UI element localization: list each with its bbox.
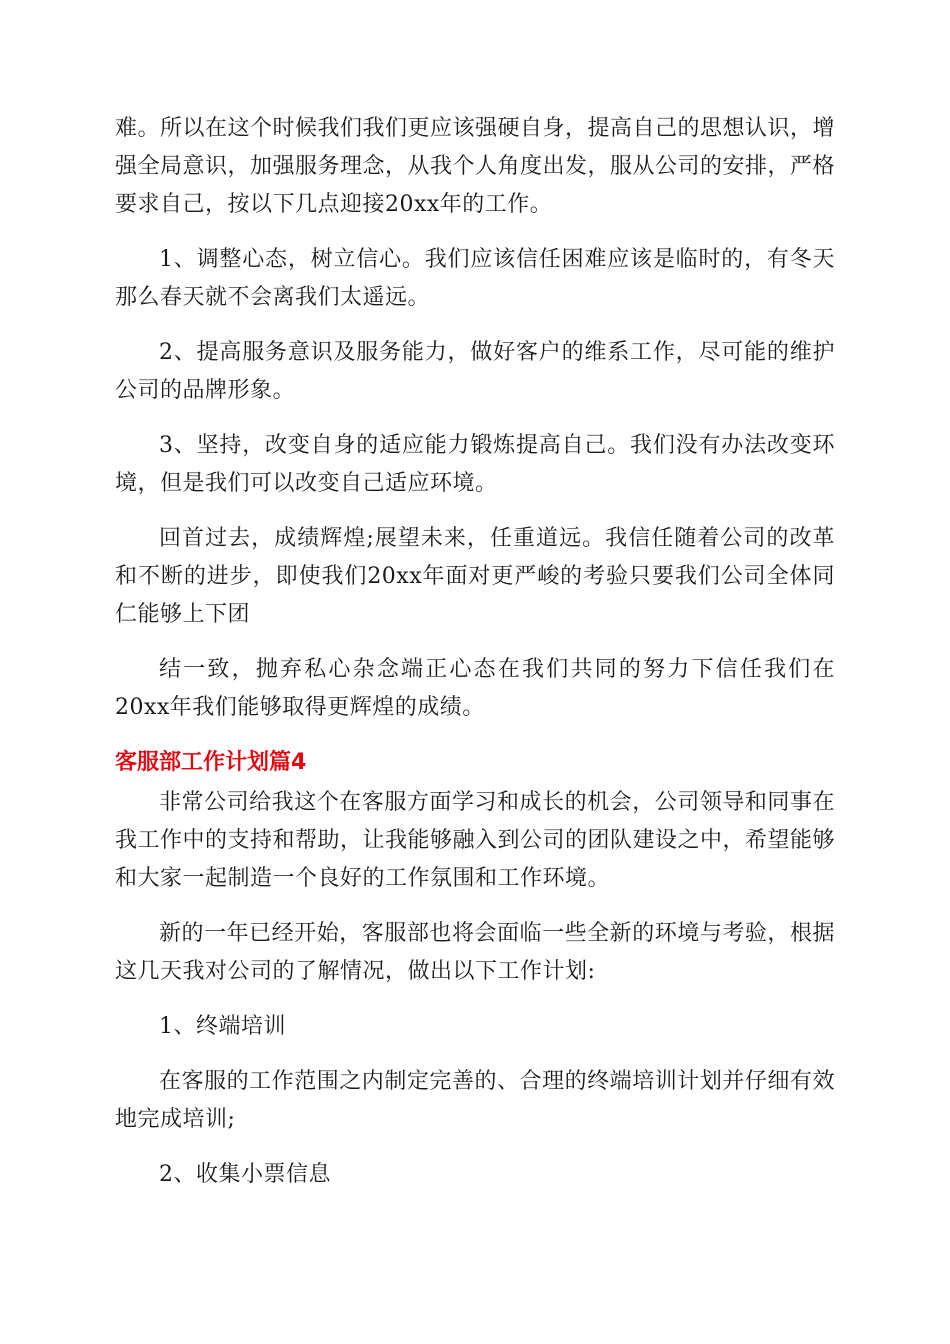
- document-body: [115, 110, 835, 1211]
- list-item-receipt-info: 2、收集小票信息: [159, 1162, 331, 1187]
- paragraph-review: 回首过去，成绩辉煌;展望未来，任重道远。我信任随着公司的改革和不断的进步，即使我们20xx年面对更严峻的考验只要我们公司全体同仁能够上下团: [115, 526, 835, 627]
- paragraph-point-1: 1、调整心态，树立信心。我们应该信任困难应该是临时的，有冬天那么春天就不会离我们太遥远。: [115, 247, 835, 310]
- paragraph-intro: 非常公司给我这个在客服方面学习和成长的机会，公司领导和同事在我工作中的支持和帮助，让我能够融入到公司的团队建设之中，希望能够和大家一起制造一个良好的工作氛围和工作环境。: [115, 790, 836, 891]
- paragraph-plan-intro: 新的一年已经开始，客服部也将会面临一些全新的环境与考验，根据这几天我对公司的了解情况，做出以下工作计划:: [115, 921, 835, 984]
- paragraph-point-2: 2、提高服务意识及服务能力，做好客户的维系工作，尽可能的维护公司的品牌形象。: [115, 340, 835, 403]
- paragraph-training-detail: 在客服的工作范围之内制定完善的、合理的终端培训计划并仔细有效地完成培训;: [115, 1069, 835, 1132]
- paragraph-continuation: 难。所以在这个时候我们我们更应该强硬自身，提高自己的思想认识，增强全局意识，加强服务理念，从我个人角度出发，服从公司的安排，严格要求自己，按以下几点迎接20xx年的工作。: [115, 116, 836, 217]
- paragraph-point-3: 3、坚持，改变自身的适应能力锻炼提高自己。我们没有办法改变环境，但是我们可以改变自己适应环境。: [115, 433, 835, 496]
- paragraph-conclusion: 结一致，抛弃私心杂念端正心态在我们共同的努力下信任我们在20xx年我们能够取得更辉煌的成绩。: [115, 657, 835, 720]
- list-item-terminal-training: 1、终端培训: [159, 1014, 286, 1039]
- section-heading: 客服部工作计划篇4: [115, 750, 307, 775]
